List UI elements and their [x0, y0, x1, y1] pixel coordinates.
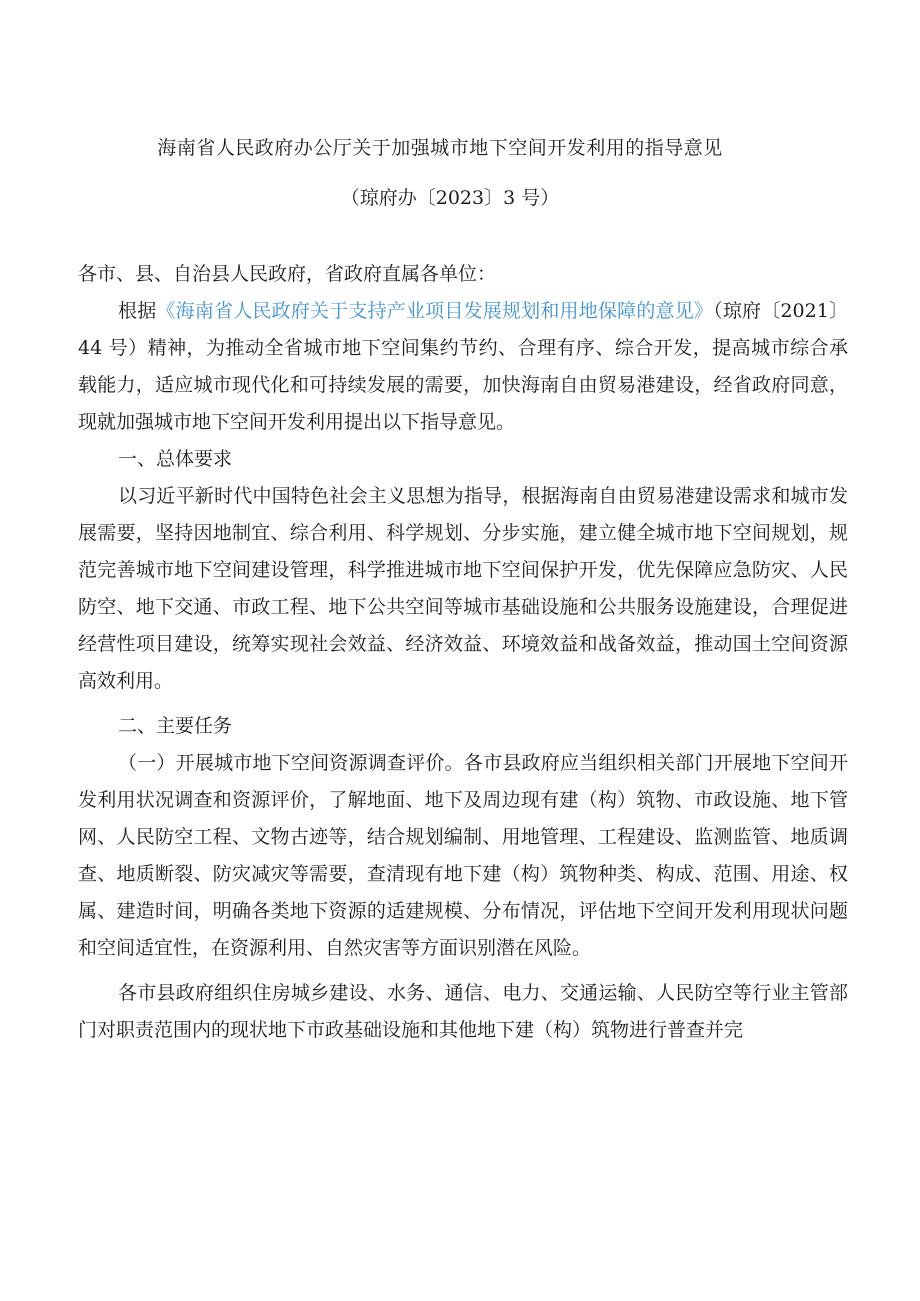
main-tasks-paragraph-1: （一）开展城市地下空间资源调查评价。各市县政府应当组织相关部门开展地下空间开发利用状况调查和资源评价，了解地面、地下及周边现有建（构）筑物、市政设施、地下管网、人民防空工程、文物古迹等，结合规划编制、用地管理、工程建设、监测监管、地质调查、地质断裂、防灾减灾等需要，查清现有地下建（构）筑物种类、构成、范围、用途、权属、建造时间，明确各类地下资源的适建规模、分布情况，评估地下空间开发利用现状问题和空间适宜性，在资源利用、自然灾害等方面识别潜在风险。 — [78, 752, 848, 959]
intro-suffix: （琼府〔2021〕44 号）精神，为推动全省城市地下空间集约节约、合理有序、综合开发，提高城市综合承载能力，适应城市现代化和可持续发展的需要，加快海南自由贸易港建设，经省政府同意，现就加强城市地下空间开发利用提出以下指导意见。 — [78, 300, 848, 433]
salutation: 各市、县、自治县人民政府，省政府直属各单位： — [78, 263, 497, 285]
section-heading-general-requirements: 一、总体要求 — [118, 448, 233, 470]
document-body — [78, 256, 848, 1049]
document-title: 海南省人民政府办公厅关于加强城市地下空间开发利用的指导意见 — [157, 137, 723, 159]
intro-prefix: 根据 — [118, 300, 157, 322]
document-number: （琼府办〔2023〕3 号） — [340, 187, 560, 209]
intro-paragraph — [78, 293, 848, 441]
section-heading-main-tasks: 二、主要任务 — [118, 715, 233, 737]
policy-link[interactable]: 《海南省人民政府关于支持产业项目发展规划和用地保障的意见》 — [156, 300, 714, 322]
general-requirements-paragraph: 以习近平新时代中国特色社会主义思想为指导，根据海南自由贸易港建设需求和城市发展需要，坚持因地制宜、综合利用、科学规划、分步实施，建立健全城市地下空间规划，规范完善城市地下空间建设管理，科学推进城市地下空间保护开发，优先保障应急防灾、人民防空、地下交通、市政工程、地下公共空间等城市基础设施和公共服务设施建设，合理促进经营性项目建设，统筹实现社会效益、经济效益、环境效益和战备效益，推动国土空间资源高效利用。 — [78, 485, 848, 692]
main-tasks-paragraph-2: 各市县政府组织住房城乡建设、水务、通信、电力、交通运输、人民防空等行业主管部门对职责范围内的现状地下市政基础设施和其他地下建（构）筑物进行普查并完 — [78, 982, 848, 1041]
